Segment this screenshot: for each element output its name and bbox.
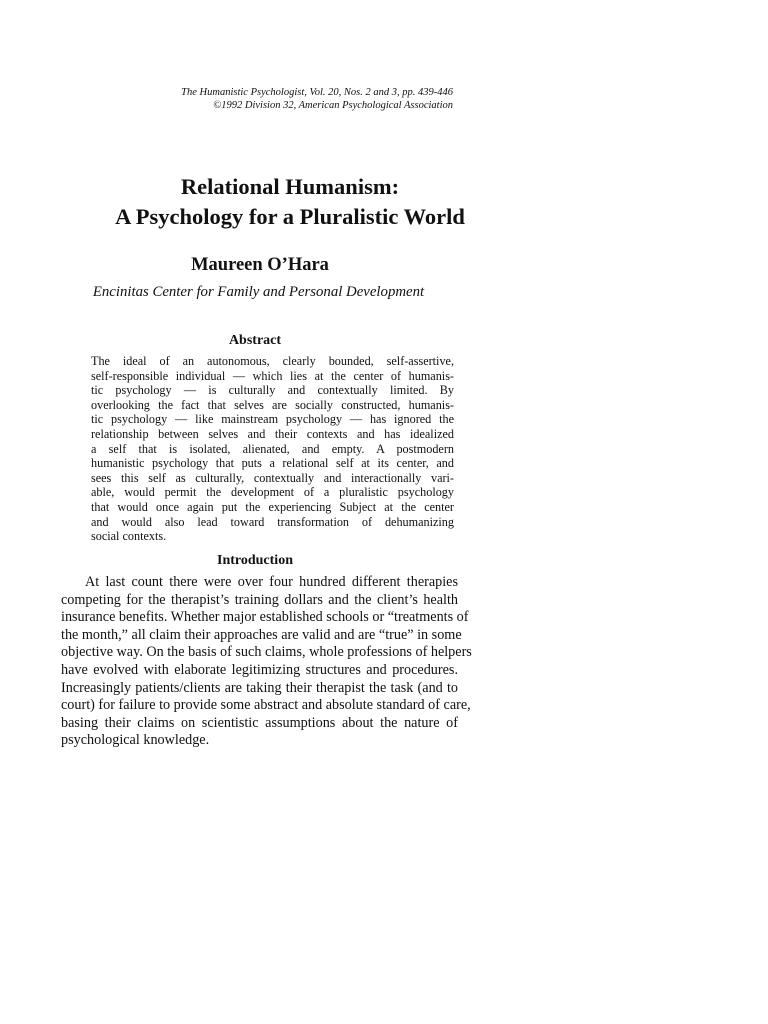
- paragraph-line: court) for failure to provide some abstract and absolute standard of care,: [61, 697, 471, 714]
- paragraph-line: Increasingly patients/clients are taking their therapist the task (and to: [61, 679, 458, 696]
- paragraph-line: psychological knowledge.: [61, 732, 210, 749]
- author-affiliation: Encinitas Center for Family and Personal Development: [92, 284, 425, 300]
- abstract-line: relationship between selves and their contexts and has idealized: [91, 426, 454, 441]
- abstract-line: tic psychology — is culturally and contextually limited. By: [91, 383, 454, 398]
- abstract-line: that would once again put the experiencing Subject at the center: [91, 499, 454, 514]
- abstract-line: tic psychology — like mainstream psychology — has ignored the: [91, 412, 454, 427]
- paragraph-line: basing their claims on scientistic assumptions about the nature of: [61, 714, 458, 731]
- paragraph-line: At last count there were over four hundred different therapies: [85, 574, 458, 590]
- paragraph-line: the month,” all claim their approaches are valid and are “true” in some: [61, 626, 462, 643]
- abstract-line: a self that is isolated, alienated, and empty. A postmodern: [91, 441, 454, 456]
- paragraph-line: objective way. On the basis of such claims, whole professions of helpers: [61, 644, 472, 661]
- article-title: [0, 172, 580, 232]
- abstract-line: sees this self as culturally, contextually and interactionally vari-: [91, 470, 454, 485]
- abstract-line: able, would permit the development of a pluralistic psychology: [91, 485, 454, 500]
- journal-citation: [181, 86, 453, 112]
- title-line-1: Relational Humanism:: [180, 174, 400, 199]
- paragraph-line: insurance benefits. Whether major established schools or “treatments of: [61, 609, 469, 626]
- introduction-heading: Introduction: [217, 553, 293, 568]
- abstract-line: humanistic psychology that puts a relational self at its center, and: [91, 456, 454, 471]
- abstract-line: overlooking the fact that selves are socially constructed, humanis-: [91, 397, 454, 412]
- citation-line-journal: The Humanistic Psychologist, Vol. 20, Nos. 2 and 3, pp. 439-446: [181, 87, 453, 98]
- abstract-line: social contexts.: [91, 529, 167, 544]
- abstract-line: self-responsible individual — which lies at the center of humanis-: [91, 368, 454, 383]
- abstract-heading: Abstract: [228, 333, 282, 348]
- citation-line-copyright: ©1992 Division 32, American Psychological Association: [213, 100, 453, 111]
- author-name: Maureen O’Hara: [191, 255, 329, 275]
- abstract-line: The ideal of an autonomous, clearly bounded, self-assertive,: [91, 354, 454, 368]
- introduction-paragraph: [61, 574, 472, 750]
- abstract-line: and would also lead toward transformation of dehumanizing: [91, 514, 454, 529]
- paragraph-line: competing for the therapist’s training dollars and the client’s health: [61, 591, 458, 608]
- title-line-2: A Psychology for a Pluralistic World: [115, 204, 465, 229]
- abstract-body: [91, 354, 454, 544]
- paragraph-line: have evolved with elaborate legitimizing structures and procedures.: [61, 661, 458, 678]
